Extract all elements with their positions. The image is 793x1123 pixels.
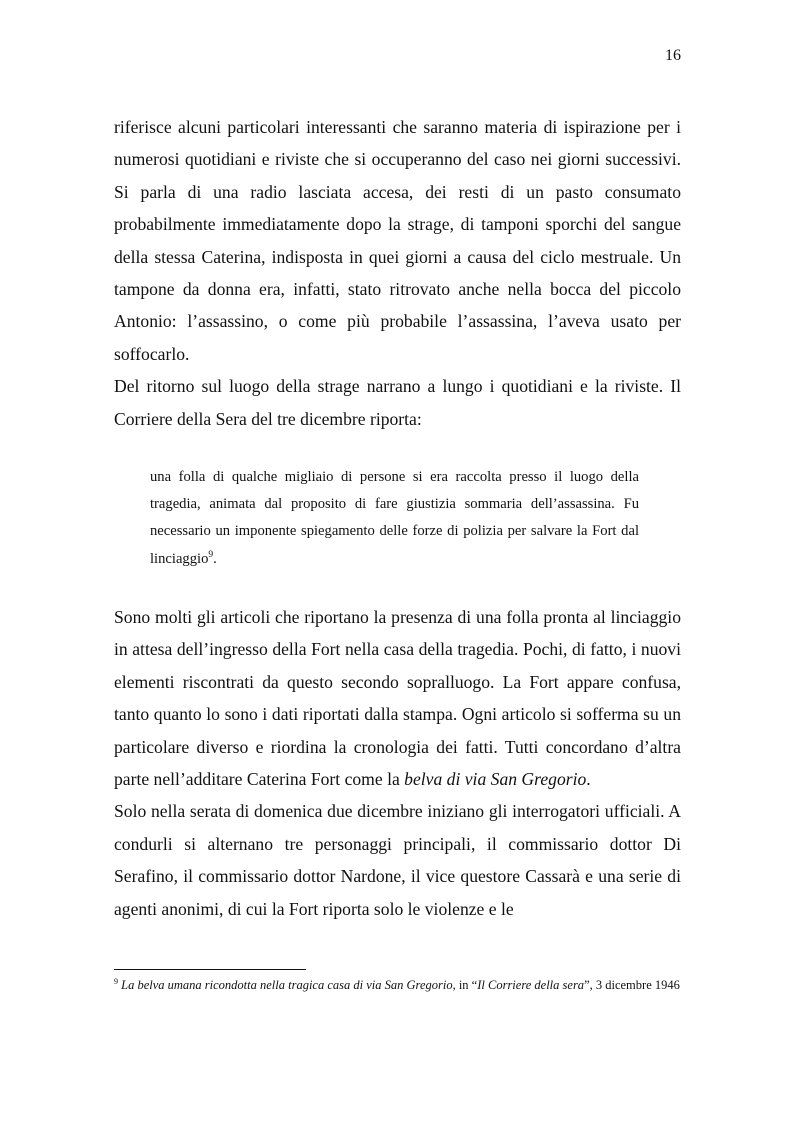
- block-quote: [150, 464, 639, 573]
- paragraph-3-italic: belva di via San Gregorio: [404, 769, 587, 790]
- paragraph-3-end: .: [586, 769, 591, 790]
- page-number: 16: [665, 47, 681, 64]
- body-text-top: [114, 111, 681, 435]
- quote-text: una folla di qualche migliaio di persone si era raccolta presso il luogo della tragedia, animata dal proposito di fare giustizia sommaria dell’assassina. Fu necessario un imponente spiegamento delle forze di polizia per salvare la Fort dal linciaggio: [150, 469, 639, 567]
- paragraph-1: riferisce alcuni particolari interessanti che saranno materia di ispirazione per i numerosi quotidiani e riviste che si occuperanno del caso nei giorni successivi. Si parla di una radio lasciata accesa, dei resti di un pasto consumato probabilmente immediatamente dopo la strage, di tamponi sporchi del sangue della stessa Caterina, indisposta in quei giorni a causa del ciclo mestruale. Un tampone da donna era, infatti, stato ritrovato anche nella bocca del piccolo Antonio: l’assassino, o come più probabile l’assassina, l’aveva usato per soffocarlo.: [114, 117, 681, 364]
- footnote: [114, 977, 681, 994]
- body-text-bottom: [114, 601, 681, 925]
- footnote-date: ”, 3 dicembre 1946: [584, 978, 680, 992]
- footnote-divider: [114, 969, 306, 970]
- paragraph-4: Solo nella serata di domenica due dicembre iniziano gli interrogatori ufficiali. A condurli si alternano tre personaggi principali, il commissario dottor Di Serafino, il commissario dottor Nardone, il vice questore Cassarà e una serie di agenti anonimi, di cui la Fort riporta solo le violenze e le: [114, 801, 681, 919]
- footnote-source: Il Corriere della sera: [477, 978, 585, 992]
- paragraph-3: [114, 601, 681, 795]
- footnote-in: in “: [455, 978, 478, 992]
- footnote-reference: 9: [208, 549, 214, 560]
- footnote-number: 9: [114, 977, 118, 986]
- footnote-title: La belva umana ricondotta nella tragica casa di via San Gregorio,: [121, 978, 456, 992]
- paragraph-2: Del ritorno sul luogo della strage narrano a lungo i quotidiani e la riviste. Il Corriere della Sera del tre dicembre riporta:: [114, 376, 681, 429]
- paragraph-3-text: Sono molti gli articoli che riportano la presenza di una folla pronta al linciaggio in attesa dell’ingresso della Fort nella casa della tragedia. Pochi, di fatto, i nuovi elementi riscontrati da questo secondo sopralluogo. La Fort appare confusa, tanto quanto lo sono i dati riportati dalla stampa. Ogni articolo si sofferma su un particolare diverso e riordina la cronologia dei fatti. Tutti concordano d’altra parte nell’additare Caterina Fort come la: [114, 607, 681, 790]
- quote-end: .: [213, 550, 217, 567]
